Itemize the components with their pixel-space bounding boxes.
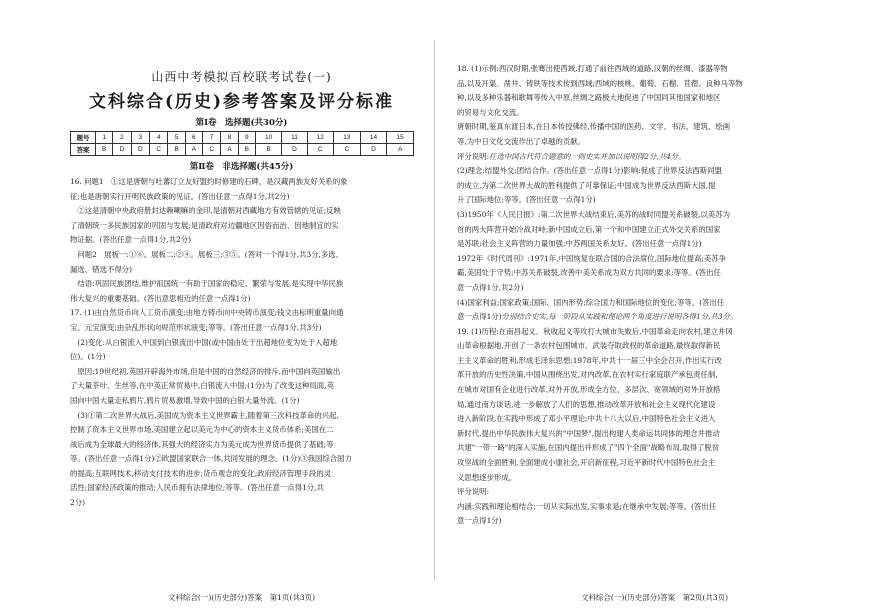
page-2-footer: 文科综合(一)(历史部分)答案 第2页(共3页) [580,593,729,602]
answer-line: 唐朝时期,鉴真东渡日本,在日本传授佛经,传播中国的医药、文学、书法、建筑、绘画 [457,122,731,132]
answer-line: 是苏联;社会主义阵营的力量加强;中苏两国关系友好。(答出任意一点得1分) [457,239,702,249]
question-number-cell: 2 [113,132,131,144]
answer-page-2 [435,0,870,615]
answer-line: 2分) [70,498,85,508]
answer-cell: D [131,144,149,156]
answer-cell: A [387,144,414,156]
answer-line: 共建"一带一路"的深入实施,在国内提出并形成了"四个全面"战略布局,取得了脱贫 [457,443,720,453]
answer-line: (3)①第二次世界大战后,美国成为资本主义世界霸主,随着第三次科技革命的兴起, [70,410,339,420]
answer-line: 等,为中日文化交流作出了卓越的贡献。 [457,136,585,146]
answer-line: ②这是清朝中央政府册封达赖喇嘛的金印,是清朝对西藏地方有效管辖的见证;反映 [70,206,341,216]
answer-line: 活性;国家经济政策的推动;人民币拥有法律地位;等等。(答出任意一点得1分,共 [70,483,324,493]
question-number-cell: 6 [185,132,202,144]
answer-line: 控制了资本主义世界市场,美国建立起以美元为中心的资本主义货币体系;美国在二 [70,425,334,435]
answer-line: (3)1950年《人民日报》:第二次世界大战结束后,美苏的战时同盟关系破裂,以美苏为 [457,209,730,219]
question-number-row [71,132,414,144]
question-number-cell: 4 [150,132,168,144]
answer-line: 种,以及多种乐器和歌舞等传入中原,丝绸之路极大地促进了中国同其他国家和地区 [457,93,721,103]
right-answer-body [457,62,852,529]
answer-line: 革开放的历史性决策,中国从围绕出发,对内改革,在农村实行家庭联产承包责任制, [457,370,718,380]
question-number-cell: 7 [202,132,220,144]
answer-cell: D [360,144,387,156]
answer-line: 物证据。(答出任意一点得1分,共2分) [70,235,191,245]
answer-line: 在城市对国有企业进行改革,对外开放,形成全方位、多层次、宽领域的对外开放格 [457,385,721,395]
answer-line: 了大量茶叶、生丝等,在中英正常贸易中,白银流入中国;(1分)为了改变这种局面,英 [70,381,334,391]
answer-line: 品,以及开渠、凿井、铸铁等技术传到西域;西域的核桃、葡萄、石榴、苜蓿、良种马等物 [457,78,743,88]
question-number-cell: 3 [131,132,149,144]
left-answer-body [70,175,413,511]
answer-line: 问题2 展板一:①⑥。展板二:②④。展板三:③⑤。(答对一个得1分,共3分,多选、 [70,249,344,259]
question-number-cell: 12 [307,132,334,144]
answer-line: 首的两大阵营开始冷战对峙;新中国成立后,第一个和中国建立正式外交关系的国家 [457,224,721,234]
answer-cell: A [221,144,238,156]
answer-line: 新时代,提出中华民族伟大复兴的"中国梦",提出构建人类命运共同体的理念并推动 [457,428,720,438]
answer-cell: A [185,144,202,156]
answer-line: 18. (1)示例:西汉时期,张骞出使西域,打通了前往西域的道路,汉朝的丝绸、漆器等物 [457,64,728,73]
question-number-cell: 8 [221,132,238,144]
answer-line: 内涵:实践和理论相结合;一切从实际出发,实事求是;在继承中发展;等等。(答出任 [457,501,717,511]
answer-cell: B [255,144,282,156]
answer-line: 漏选、错选不得分) [70,264,133,274]
answer-cell: B [168,144,185,156]
question-number-cell: 11 [282,132,307,144]
answer-line: 的成立,为第二次世界大战的胜利提供了可靠保证;中国成为世界反法西斯大国,提 [457,180,716,190]
answer-cell: D [282,144,307,156]
answer-cell: C [202,144,220,156]
answer-line: 位)。(1分) [70,352,106,362]
answer-line: 的提高;互联网技术,移动支付技术的进步;货币观念的变化;政府经济管理手段的灵 [70,468,332,478]
answer-line: 国向中国大量走私鸦片,鸦片贸易激增,导致中国的白银大量外流。(1分) [70,395,300,405]
question-number-cell: 13 [334,132,361,144]
answer-line: 评分说明:任选中国古代符合题意的一则史实并加以说明得2分,共4分。 [457,151,686,161]
section-1-heading: 第Ⅰ卷 选择题(共30分) [195,118,288,128]
question-number-cell: 10 [255,132,282,144]
handwritten-score-note-2: 分别结合史实,每一阶段从实践和理论两个角度进行说明各得1分,共3分。 [501,312,738,322]
answer-line: 升了国际地位;等等。(答出任意一点得1分) [457,195,596,205]
answer-line: 19. (1)历程:在南昌起义、秋收起义等攻打大城市失败后,中国革命走向农村,建立井冈 [457,326,733,336]
page-1-footer: 文科综合(一)(历史部分)答案 第1页(共3页) [167,593,316,602]
question-number-cell: 5 [168,132,185,144]
answer-cell: B [96,144,113,156]
answer-cell: D [113,144,131,156]
answer-line: 等。(答出任意一点得1分)②欧盟国家联合一体,共同发展的理念。(1分)③我国综合国力 [70,454,352,464]
answer-cell: C [334,144,361,156]
question-number-label: 题号 [71,132,96,144]
answer-line: 原因:19世纪初,英国开辟海外市场,但是中国的自然经济的排斥,而中国向英国输出 [70,366,341,376]
exam-title: 文科综合(历史)参考答案及评分标准 [88,92,395,112]
answer-line: (2)理念:结盟外交;团结合作。(答出任意一点得1分)影响:促成了世界反法西斯同盟 [457,166,722,176]
answer-line: 1972年《时代周刊》:1971年,中国恢复在联合国的合法席位,国际地位提高;美苏争 [457,253,727,263]
section-2-heading: 第Ⅱ卷 非选择题(共45分) [189,162,294,172]
answer-line: 义思想逐步形成。 [457,472,517,482]
answer-line: 征;也是唐朝实行开明民族政策的见证。(答出任意一点得1分,共2分) [70,191,290,201]
answer-line: 伟大复兴的重要基础。(答出意思相近的任意一点得1分) [70,293,251,303]
answer-line: (4)国家利益;国家政策;国际、国内形势;综合国力和国际地位的变化;等等。(答出任 [457,297,725,307]
answer-line: 进入新阶段,在实践中形成了邓小平理论;中共十八大以后,中国特色社会主义进入 [457,414,716,424]
answer-line: 意一点得1分,共2分) [457,282,524,292]
answer-line: 17. (1)由自然货币向人工货币演变;由地方铸币向中央铸币演变;钱文由标明重量向通 [70,308,344,318]
answer-label: 答案 [71,144,96,156]
answer-cell: B [238,144,255,156]
answer-line: 评分说明: [457,487,490,497]
answer-line: 攻坚战的全面胜利,全面建成小康社会,开启新征程,习近平新时代中国特色社会主 [457,458,716,468]
answer-line: 局,通过南方谈话,进一步解放了人们的思想,推动改革开放和社会主义现代化建设 [457,399,716,409]
answer-cell: C [150,144,168,156]
question-number-cell: 1 [96,132,113,144]
answer-line: (2)变化:从白银流入中国到白银流出中国(或中国由处于出超地位变为处于入超地 [70,337,338,347]
handwritten-score-note-1: 任选中国古代符合题意的一则史实并加以说明得2分,共4分。 [489,151,686,161]
answer-line: 霸,美国处于守势;中苏关系破裂,改善中美关系成为双方共同的要求;等等。(答出任 [457,268,721,278]
answer-row [71,144,414,156]
answer-line: 16. 问题1 ①这是唐朝与吐蕃订立友好盟约时修建的石碑，是汉藏两族友好关系的象 [70,177,348,186]
answer-line: 的贸易与文化交流。 [457,107,524,117]
answer-line: 战后成为全球最大的经济体,其强大的经济实力为美元成为世界货币提供了基础;等 [70,439,334,449]
question-number-cell: 9 [238,132,255,144]
answer-line: 山革命根据地,开创了一条农村包围城市、武装夺取政权的革命道路,最终取得新民 [457,341,721,351]
exam-subtitle: 山西中考模拟百校联考试卷(一) [151,70,332,84]
answer-line: 结语:巩固民族团结,维护祖国统一有助于国家的稳定、繁荣与发展,是实现中华民族 [70,279,344,289]
answer-line: 宝、元宝演变;由杂乱形状向规范形状演变;等等。(答出任意一点得1分,共3分) [70,322,322,332]
answer-line: 主主义革命的胜利,形成毛泽东思想;1978年,中共十一届三中全会召开,作出实行改 [457,355,722,365]
question-number-cell: 15 [387,132,414,144]
answer-line: 了清朝统一多民族国家的巩固与发展;是清政府对边疆地区因俗而治、因地制宜的实 [70,220,339,230]
answer-cell: C [307,144,334,156]
answer-line: 意一点得1分)分别结合史实,每一阶段从实践和理论两个角度进行说明各得1分,共3分。 [457,312,738,322]
question-number-cell: 14 [360,132,387,144]
answer-line: 意一点得1分) [457,516,502,526]
answer-table [70,131,414,156]
